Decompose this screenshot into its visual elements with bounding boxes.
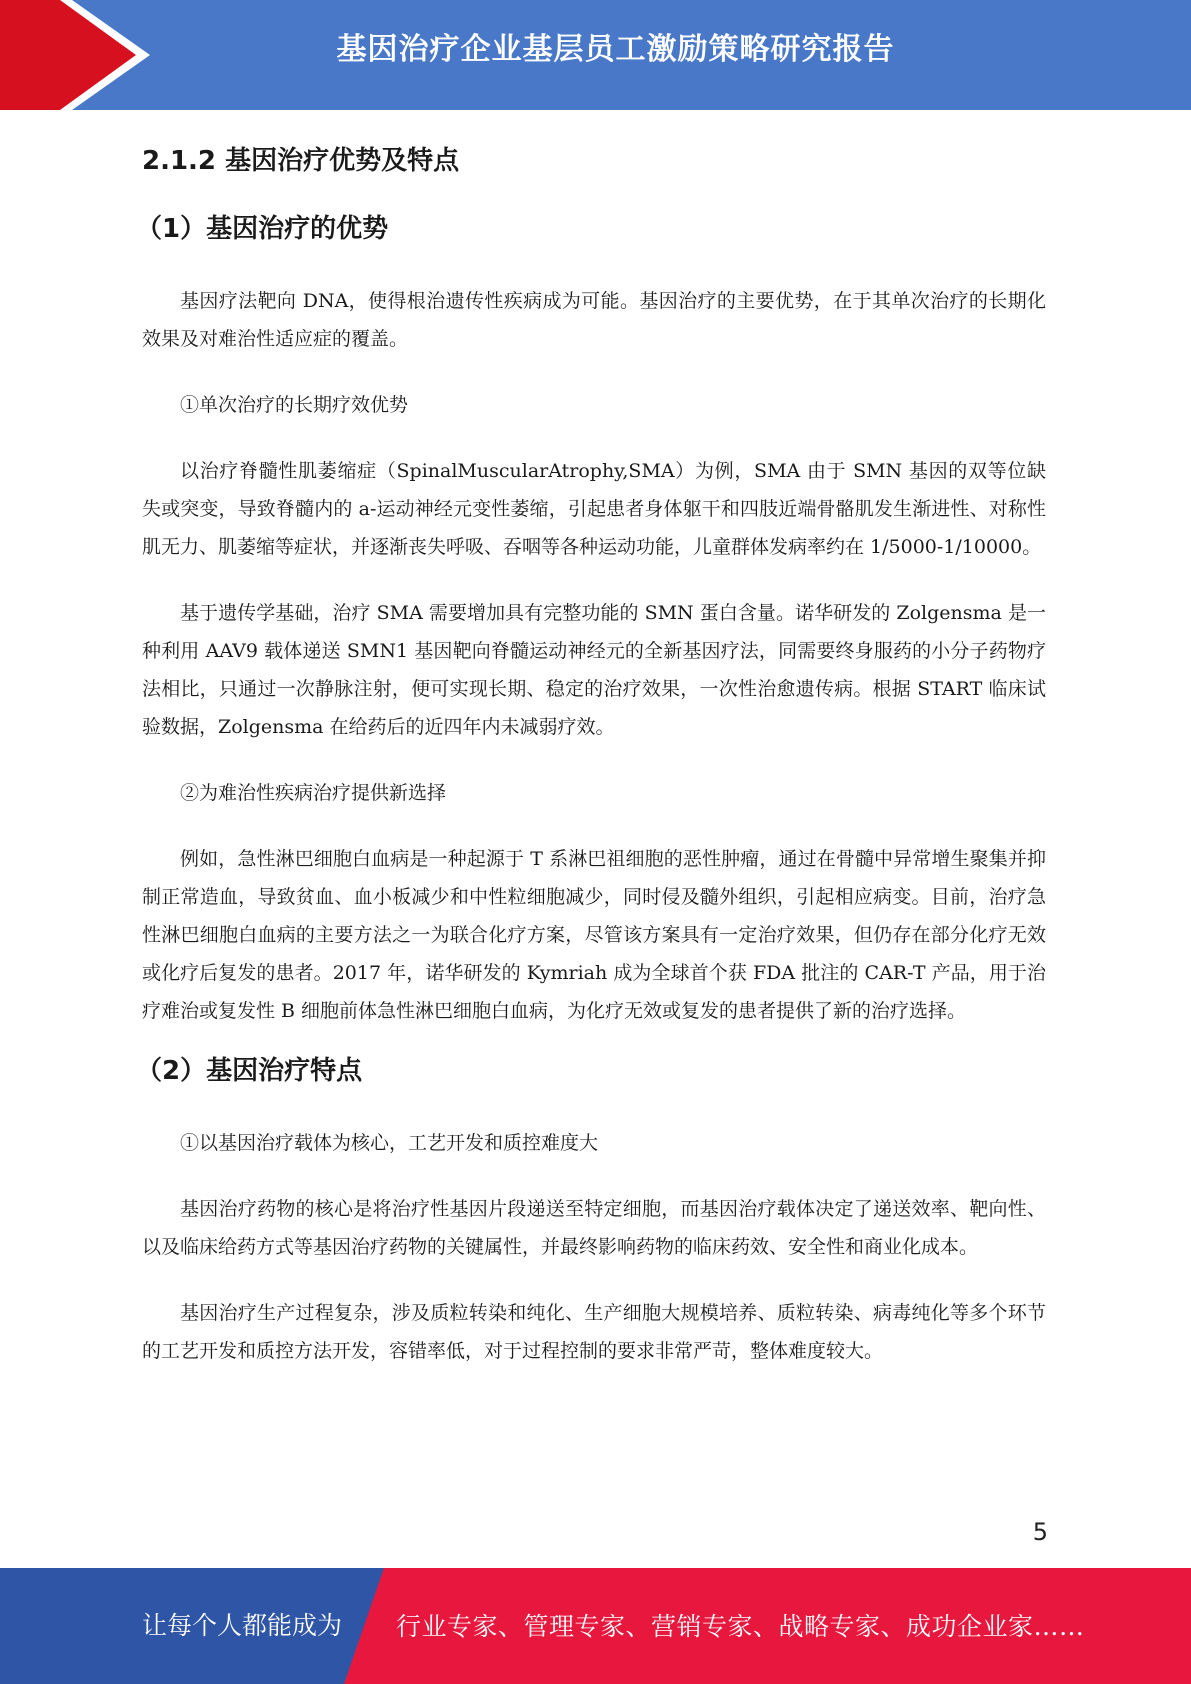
paragraph-production: 基因治疗生产过程复杂，涉及质粒转染和纯化、生产细胞大规模培养、质粒转染、病毒纯化等多个环节的工艺开发和质控方法开发，容错率低，对于过程控制的要求非常严苛，整体难度较大。 — [142, 1302, 1046, 1362]
paragraph-intro: 基因疗法靶向 DNA，使得根治遗传性疾病成为可能。基因治疗的主要优势，在于其单次治疗的长期化效果及对难治性适应症的覆盖。 — [142, 290, 1046, 350]
paragraph-vector: 基因治疗药物的核心是将治疗性基因片段递送至特定细胞，而基因治疗载体决定了递送效率、靶向性、以及临床给药方式等基因治疗药物的关键属性，并最终影响药物的临床药效、安全性和商业化成本。 — [142, 1198, 1046, 1258]
subsection-heading-advantages: （1）基因治疗的优势 — [136, 214, 389, 244]
section-heading: 2.1.2 基因治疗优势及特点 — [142, 146, 460, 176]
subsection-heading-features: （2）基因治疗特点 — [136, 1056, 363, 1086]
list-item-title: ①以基因治疗载体为核心，工艺开发和质控难度大 — [180, 1132, 599, 1154]
footer-banner — [0, 1568, 1191, 1684]
list-item-title: ②为难治性疾病治疗提供新选择 — [180, 782, 447, 804]
paragraph-zolgensma: 基于遗传学基础，治疗 SMA 需要增加具有完整功能的 SMN 蛋白含量。诺华研发的 Zolgensma 是一种利用 AAV9 载体递送 SMN1 基因靶向脊髓运动神经元的全新基因疗法，同需要终身服药的小分子药物疗法相比，只通过一次静脉注射，便可实现长期、稳定的治疗效果，一次性治愈遗传病。根据 START 临床试验数据，Zolgensma 在给药后的近四年内未减弱疗效。 — [142, 602, 1046, 738]
footer-slogan-left: 让每个人都能成为 — [142, 1611, 343, 1640]
report-title: 基因治疗企业基层员工激励策略研究报告 — [336, 32, 895, 67]
list-item-title: ①单次治疗的长期疗效优势 — [180, 394, 409, 416]
footer-slogan-right: 行业专家、管理专家、营销专家、战略专家、成功企业家…… — [396, 1612, 1085, 1641]
header-banner — [0, 0, 1191, 110]
paragraph-leukemia: 例如，急性淋巴细胞白血病是一种起源于 T 系淋巴祖细胞的恶性肿瘤，通过在骨髓中异常增生聚集并抑制正常造血，导致贫血、血小板减少和中性粒细胞减少，同时侵及髓外组织，引起相应病变。目前，治疗急性淋巴细胞白血病的主要方法之一为联合化疗方案，尽管该方案具有一定治疗效果，但仍存在部分化疗无效或化疗后复发的患者。2017 年，诺华研发的 Kymriah 成为全球首个获 FDA 批注的 CAR-T 产品，用于治疗难治或复发性 B 细胞前体急性淋巴细胞白血病，为化疗无效或复发的患者提供了新的治疗选择。 — [142, 848, 1046, 1022]
paragraph-sma: 以治疗脊髓性肌萎缩症（SpinalMuscularAtrophy,SMA）为例，SMA 由于 SMN 基因的双等位缺失或突变，导致脊髓内的 a-运动神经元变性萎缩，引起患者身体躯干和四肢近端骨骼肌发生渐进性、对称性肌无力、肌萎缩等症状，并逐渐丧失呼吸、吞咽等各种运动功能，儿童群体发病率约在 1/5000-1/10000。 — [142, 460, 1046, 558]
page-content — [136, 120, 1046, 1370]
page-number: 5 — [1032, 1518, 1048, 1546]
